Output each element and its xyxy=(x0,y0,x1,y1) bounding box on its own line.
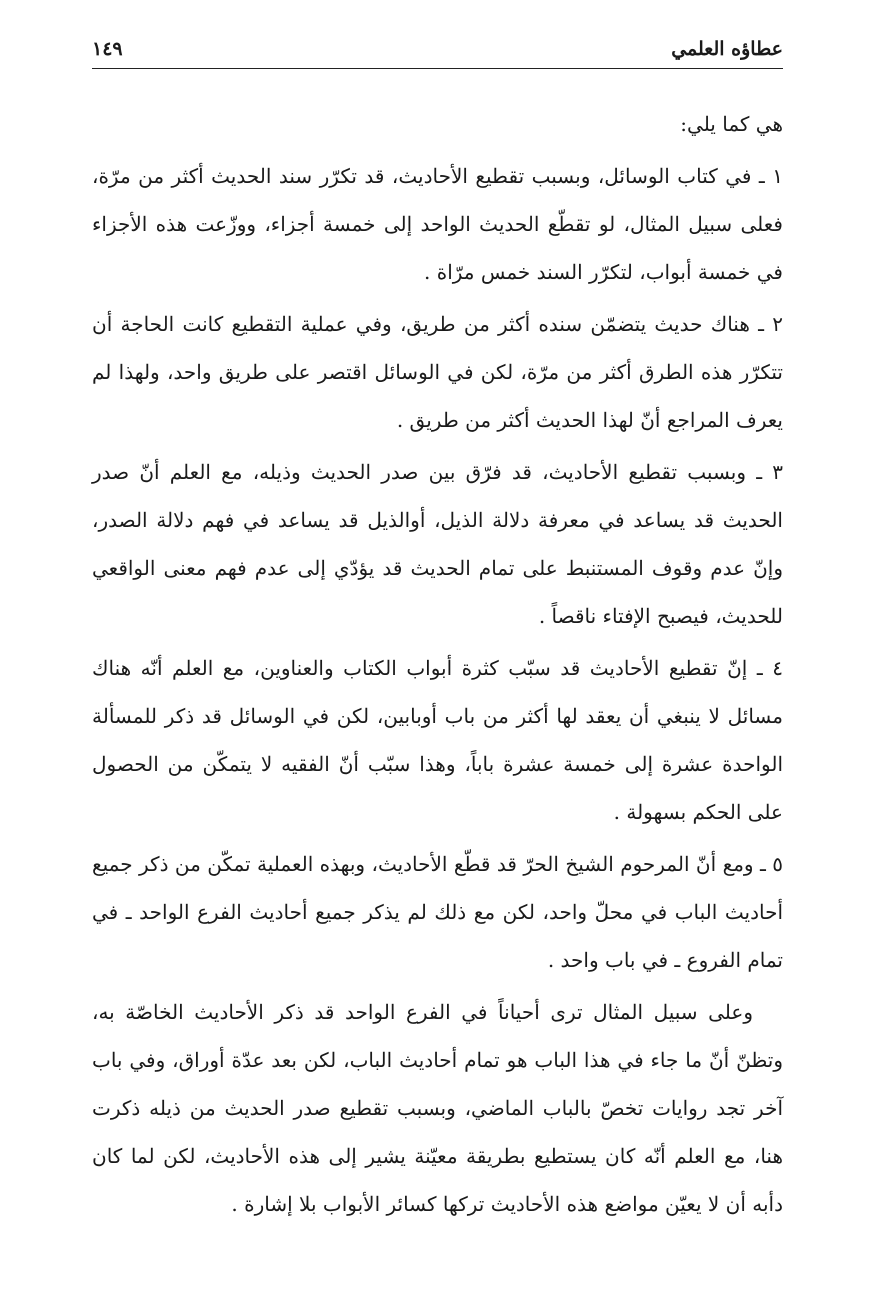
page-number: ١٤٩ xyxy=(92,38,123,60)
paragraph-2: ٢ ـ هناك حديث يتضمّن سنده أكثر من طريق، وفي عملية التقطيع كانت الحاجة أن تتكرّر هذه الطرق أكثر من مرّة، لكن في الوسائل اقتصر على طريق واحد، ولهذا لم يعرف المراجع أنّ لهذا الحديث أكثر من طريق . xyxy=(92,312,783,432)
running-header xyxy=(92,28,783,69)
paragraph-5: ٥ ـ ومع أنّ المرحوم الشيخ الحرّ قد قطّع الأحاديث، وبهذه العملية تمكّن من ذكر جميع أحاديث الباب في محلّ واحد، لكن مع ذلك لم يذكر جميع أحاديث الفرع الواحد ـ في تمام الفروع ـ في باب واحد . xyxy=(92,852,783,972)
paragraph-6: وعلى سبيل المثال ترى أحياناً في الفرع الواحد قد ذكر الأحاديث الخاصّة به، وتظنّ أنّ ما جاء في هذا الباب هو تمام أحاديث الباب، لكن بعد عدّة أوراق، وفي باب آخر تجد روايات تخصّ بالباب الماضي، وبسبب تقطيع صدر الحديث من ذيله ذكرت هنا، مع العلم أنّه كان يستطيع بطريقة معيّنة يشير إلى هذه الأحاديث، لكن لما كان دأبه أن لا يعيّن مواضع هذه الأحاديث تركها كسائر الأبواب بلا إشارة . xyxy=(92,1000,783,1216)
paragraph-1: ١ ـ في كتاب الوسائل، وبسبب تقطيع الأحاديث، قد تكرّر سند الحديث أكثر من مرّة، فعلى سبيل المثال، لو تقطّع الحديث الواحد إلى خمسة أجزاء، ووزّعت هذه الأجزاء في خمسة أبواب، لتكرّر السند خمس مرّاة . xyxy=(92,164,783,284)
paragraph-3: ٣ ـ وبسبب تقطيع الأحاديث، قد فرّق بين صدر الحديث وذيله، مع العلم أنّ صدر الحديث قد يساعد في معرفة دلالة الذيل، أوالذيل قد يساعد في فهم دلالة الصدر، وإنّ عدم وقوف المستنبط على تمام الحديث قد يؤدّي إلى عدم فهم معنى الواقعي للحديث، فيصبح الإفتاء ناقصاً . xyxy=(92,460,783,628)
body-text xyxy=(92,100,783,1232)
intro-line: هي كما يلي: xyxy=(680,112,783,136)
paragraph-4: ٤ ـ إنّ تقطيع الأحاديث قد سبّب كثرة أبواب الكتاب والعناوين، مع العلم أنّه هناك مسائل لا ينبغي أن يعقد لها أكثر من باب أوبابين، لكن في الوسائل قد ذكر للمسألة الواحدة عشرة إلى خمسة عشرة باباً، وهذا سبّب أنّ الفقيه لا يتمكّن من الحصول على الحكم بسهولة . xyxy=(92,656,783,824)
header-title: عطاؤه العلمي xyxy=(671,38,783,60)
